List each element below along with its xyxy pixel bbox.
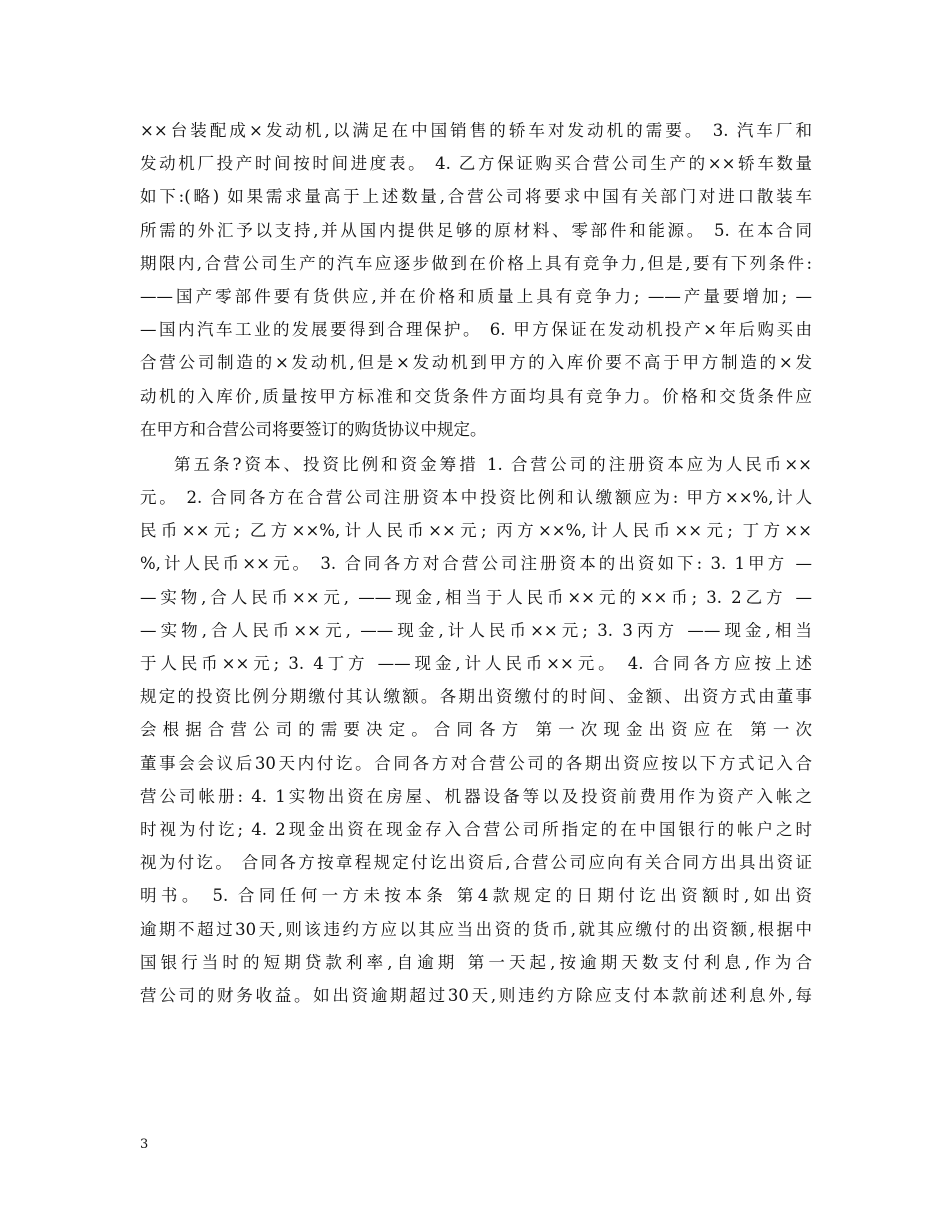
text-line: 期限内,合营公司生产的汽车应逐步做到在价格上具有竞争力,但是,要有下列条件: (140, 253, 812, 273)
text-line: 时视为付讫; 4. 2现金出资在现金存入合营公司所指定的在中国银行的帐户之时 (140, 819, 812, 839)
paragraph-2 (140, 448, 812, 1012)
text-line: 逾期不超过30天,则该违约方应以其应当出资的货币,就其应缴付的出资额,根据中 (140, 919, 812, 939)
text-line: ——国产零部件要有货供应,并在价格和质量上具有竞争力; ——产量要增加; — (140, 286, 812, 306)
text-line: 会根据合营公司的需要决定。合同各方 第一次现金出资应在 第一次 (140, 720, 812, 740)
text-line: 营公司的财务收益。如出资逾期超过30天,则违约方除应支付本款前述利息外,每 (140, 985, 812, 1005)
text-line: 合营公司制造的×发动机,但是×发动机到甲方的入库价要不高于甲方制造的×发 (140, 353, 812, 373)
text-line: %,计人民币××元。 3. 合同各方对合营公司注册资本的出资如下: 3. 1甲方 — (140, 554, 812, 574)
text-line: 第五条?资本、投资比例和资金筹措 1. 合营公司的注册资本应为人民币×× (174, 454, 812, 474)
text-line: 明书。 5. 合同任何一方未按本条 第4款规定的日期付讫出资额时,如出资 (140, 886, 812, 906)
body-text (140, 114, 812, 1012)
paragraph-1 (140, 114, 812, 446)
text-line: 发动机厂投产时间按时间进度表。 4. 乙方保证购买合营公司生产的××轿车数量 (140, 154, 812, 174)
text-line: 视为付讫。 合同各方按章程规定付讫出资后,合营公司应向有关合同方出具出资证 (140, 853, 812, 873)
text-line: 国银行当时的短期贷款利率,自逾期 第一天起,按逾期天数支付利息,作为合 (140, 952, 812, 972)
text-line: 动机的入库价,质量按甲方标准和交货条件方面均具有竞争力。价格和交货条件应 (140, 386, 812, 406)
text-line: 元。 2. 合同各方在合营公司注册资本中投资比例和认缴额应为: 甲方××%,计人 (140, 488, 812, 508)
text-line: 如下:(略) 如果需求量高于上述数量,合营公司将要求中国有关部门对进口散装车 (140, 187, 812, 207)
text-line: —国内汽车工业的发展要得到合理保护。 6. 甲方保证在发动机投产×年后购买由 (140, 320, 812, 340)
text-line: —实物,合人民币××元, ——现金,计人民币××元; 3. 3丙方 ——现金,相当 (140, 620, 812, 640)
text-line: 民币××元; 乙方××%,计人民币××元; 丙方××%,计人民币××元; 丁方×× (140, 521, 812, 541)
text-line: 于人民币××元; 3. 4丁方 ——现金,计人民币××元。 4. 合同各方应按上述 (140, 654, 812, 673)
text-line: —实物,合人民币××元, ——现金,相当于人民币××元的××币; 3. 2乙方 — (140, 587, 812, 607)
text-line: 规定的投资比例分期缴付其认缴额。各期出资缴付的时间、金额、出资方式由董事 (140, 687, 812, 707)
text-line: 在甲方和合营公司将要签订的购货协议中规定。 (140, 419, 487, 439)
page-number: 3 (140, 1137, 149, 1152)
text-line: 董事会会议后30天内付讫。合同各方对合营公司的各期出资应按以下方式记入合 (140, 753, 812, 773)
text-line: 所需的外汇予以支持,并从国内提供足够的原材料、零部件和能源。 5. 在本合同 (140, 220, 812, 240)
text-line: 营公司帐册: 4. 1实物出资在房屋、机器设备等以及投资前费用作为资产入帐之 (140, 786, 812, 806)
text-line: ××台装配成×发动机,以满足在中国销售的轿车对发动机的需要。 3. 汽车厂和 (140, 121, 812, 140)
